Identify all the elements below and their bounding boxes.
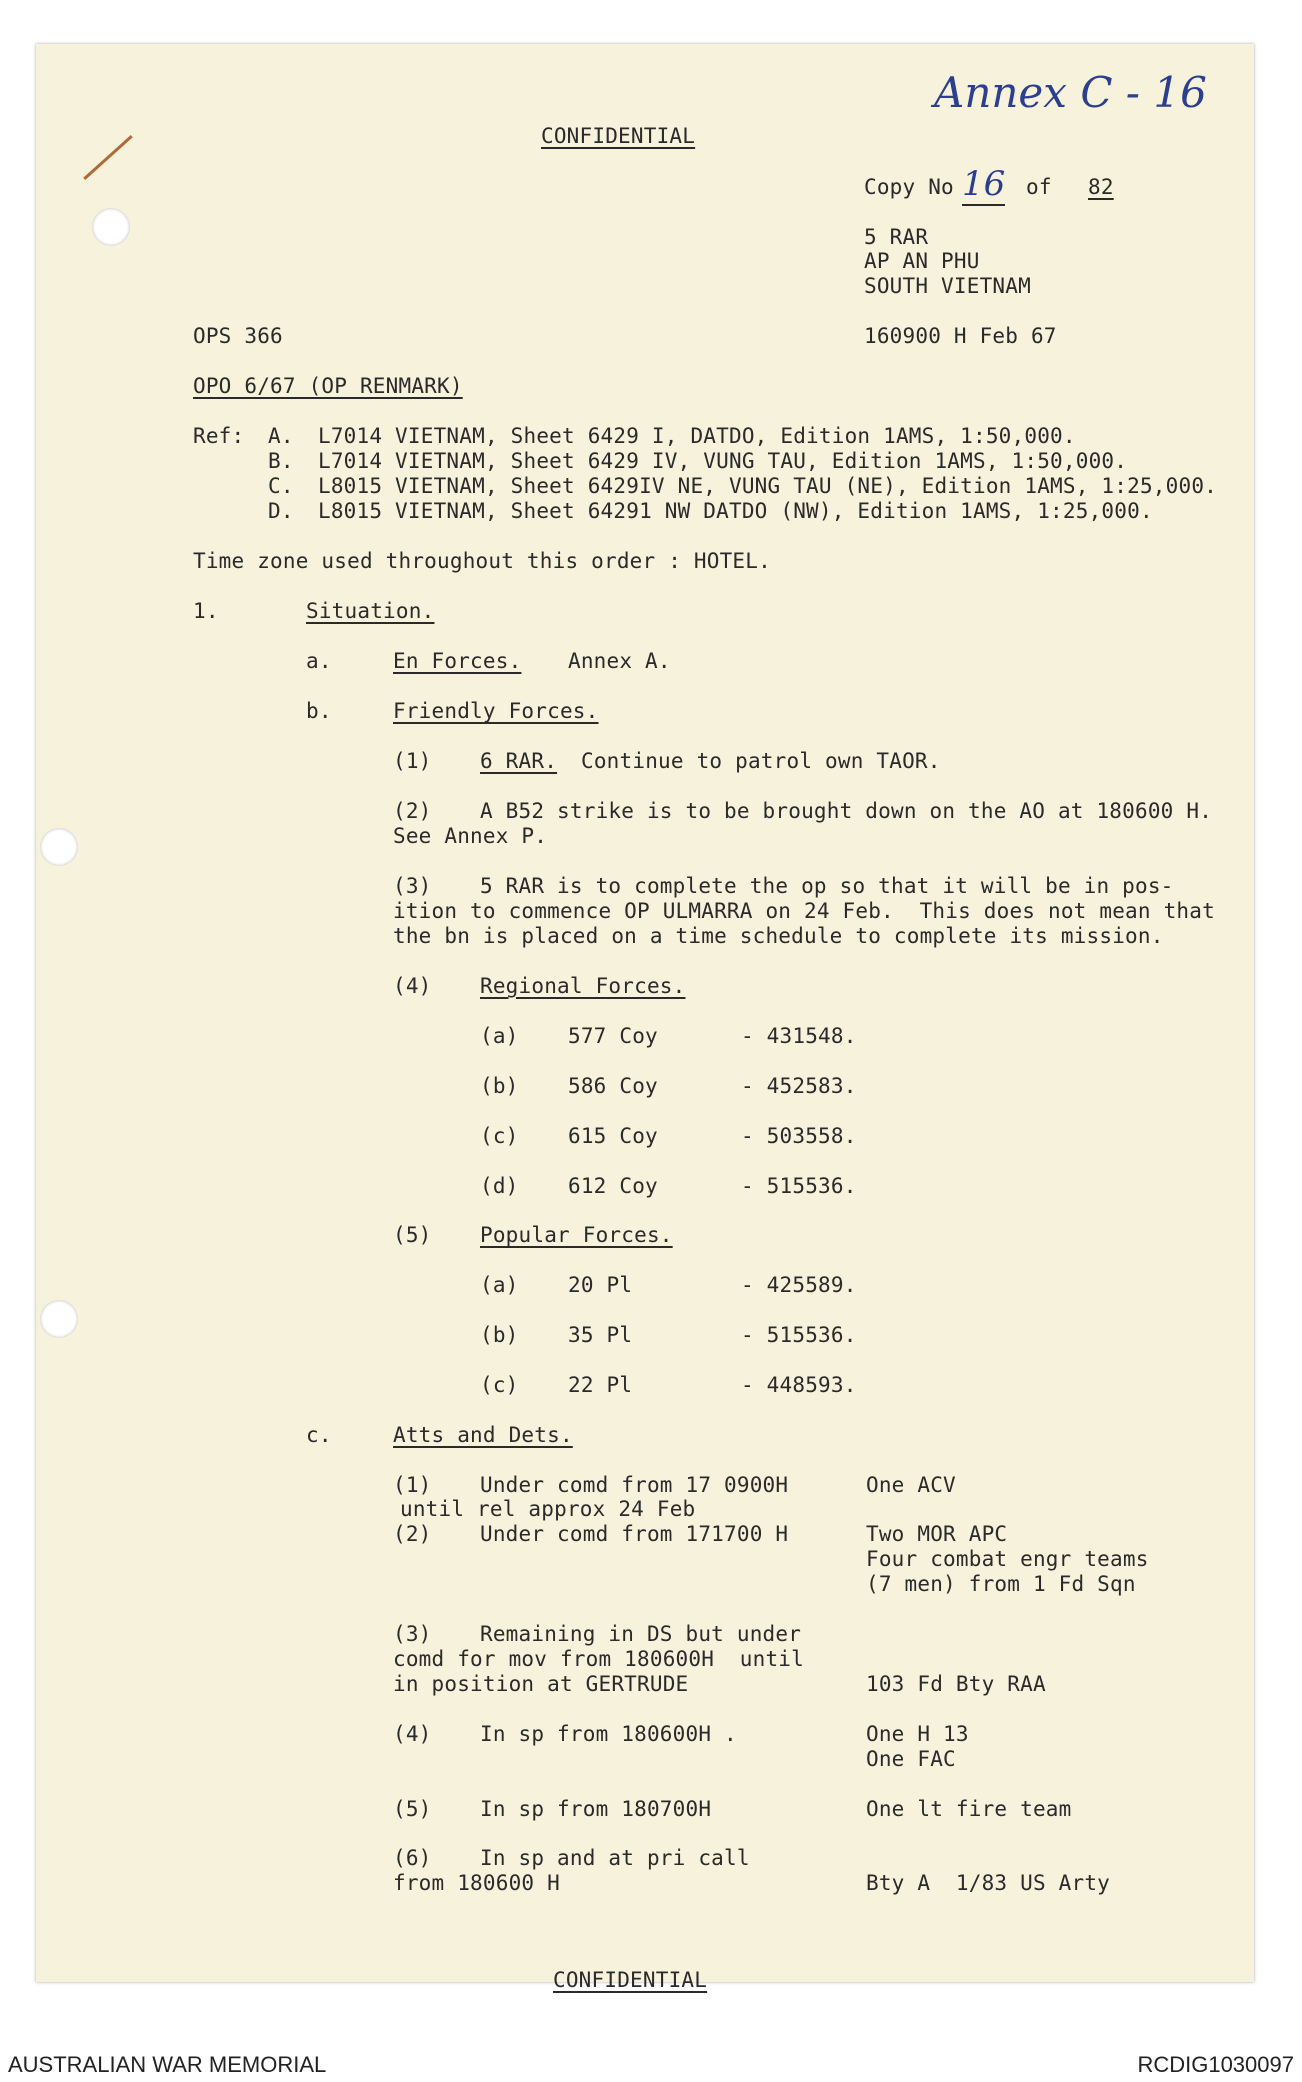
regional-force-name: 586 Coy <box>568 1074 658 1098</box>
popular-force-name: 20 Pl <box>568 1273 633 1297</box>
attachment-detail: in position at GERTRUDE <box>393 1672 689 1696</box>
popular-force-letter: (c) <box>480 1373 519 1397</box>
para-b-letter: b. <box>306 699 332 723</box>
regional-force-grid-ref: - 515536. <box>741 1174 857 1198</box>
ref-d-text: L8015 VIETNAM, Sheet 64291 NW DATDO (NW), Edition 1AMS, 1:25,000. <box>318 499 1153 523</box>
attachment-detail: Remaining in DS but under <box>480 1622 802 1646</box>
popular-force-name: 22 Pl <box>568 1373 633 1397</box>
attachment-detail: Under comd from 171700 H <box>480 1522 789 1546</box>
attachment-detail: until rel approx 24 Feb <box>400 1497 696 1521</box>
ref-a-text: L7014 VIETNAM, Sheet 6429 I, DATDO, Edition 1AMS, 1:50,000. <box>318 424 1076 448</box>
attachment-unit: One H 13 <box>866 1722 969 1746</box>
date-time-group: 160900 H Feb 67 <box>864 324 1057 348</box>
para-b5-title: Popular Forces. <box>480 1223 673 1247</box>
popular-force-letter: (a) <box>480 1273 519 1297</box>
para-b3-line-3: the bn is placed on a time schedule to complete its mission. <box>393 924 1164 948</box>
attachment-number: (3) <box>393 1622 432 1646</box>
punch-hole-middle <box>40 828 78 866</box>
copy-number: 16 <box>962 164 1006 204</box>
para-b4-number: (4) <box>393 974 432 998</box>
section-1-title: Situation. <box>306 599 435 623</box>
regional-force-grid-ref: - 452583. <box>741 1074 857 1098</box>
regional-force-grid-ref: - 503558. <box>741 1124 857 1148</box>
attachment-unit: Four combat engr teams <box>866 1547 1149 1571</box>
unit-name: 5 RAR <box>864 225 929 249</box>
para-b1-title: 6 RAR. <box>480 749 558 773</box>
copy-of-label: of <box>1026 175 1052 199</box>
popular-force-letter: (b) <box>480 1323 519 1347</box>
para-b2-line-2: See Annex P. <box>393 824 548 848</box>
para-b3-line-1: 5 RAR is to complete the op so that it will be in pos- <box>480 874 1174 898</box>
unit-location-line-2: SOUTH VIETNAM <box>864 274 1031 298</box>
regional-force-name: 612 Coy <box>568 1174 658 1198</box>
attachment-unit: One ACV <box>866 1473 956 1497</box>
classification-top: CONFIDENTIAL <box>541 124 696 148</box>
para-a-letter: a. <box>306 649 332 673</box>
section-1-number: 1. <box>193 599 219 623</box>
attachment-unit: 103 Fd Bty RAA <box>866 1672 1046 1696</box>
attachment-number: (1) <box>393 1473 432 1497</box>
ref-label: Ref: <box>193 424 245 448</box>
ref-c-text: L8015 VIETNAM, Sheet 6429IV NE, VUNG TAU (NE), Edition 1AMS, 1:25,000. <box>318 474 1218 498</box>
popular-force-name: 35 Pl <box>568 1323 633 1347</box>
attachment-number: (6) <box>393 1846 432 1870</box>
punch-hole-top <box>92 208 130 246</box>
para-b3-number: (3) <box>393 874 432 898</box>
attachment-unit: Two MOR APC <box>866 1522 1008 1546</box>
ref-d-letter: D. <box>268 499 294 523</box>
para-b3-line-2: ition to commence OP ULMARRA on 24 Feb. This does not mean that <box>393 899 1215 923</box>
para-c-letter: c. <box>306 1423 332 1447</box>
regional-force-grid-ref: - 431548. <box>741 1024 857 1048</box>
attachment-unit: One lt fire team <box>866 1797 1072 1821</box>
para-b2-line-1: A B52 strike is to be brought down on the AO at 180600 H. <box>480 799 1213 823</box>
para-a-title: En Forces. <box>393 649 522 673</box>
punch-hole-bottom <box>40 1300 78 1338</box>
attachment-number: (2) <box>393 1522 432 1546</box>
attachment-detail: In sp from 180700H <box>480 1797 712 1821</box>
ref-c-letter: C. <box>268 474 294 498</box>
para-c-title: Atts and Dets. <box>393 1423 573 1447</box>
attachment-unit: Bty A 1/83 US Arty <box>866 1871 1111 1895</box>
attachment-detail: In sp from 180600H . <box>480 1722 737 1746</box>
regional-force-letter: (b) <box>480 1074 519 1098</box>
ref-b-letter: B. <box>268 449 294 473</box>
attachment-unit: One FAC <box>866 1747 956 1771</box>
archive-item-id: RCDIG1030097 <box>1137 2052 1294 2077</box>
popular-force-grid-ref: - 425589. <box>741 1273 857 1297</box>
popular-force-grid-ref: - 515536. <box>741 1323 857 1347</box>
attachment-detail: Under comd from 17 0900H <box>480 1473 789 1497</box>
order-title: OPO 6/67 (OP RENMARK) <box>193 374 463 398</box>
ref-b-text: L7014 VIETNAM, Sheet 6429 IV, VUNG TAU, Edition 1AMS, 1:50,000. <box>318 449 1128 473</box>
attachment-detail: comd for mov from 180600H until <box>393 1647 804 1671</box>
attachment-number: (5) <box>393 1797 432 1821</box>
copy-label: Copy No <box>864 175 954 199</box>
unit-location-line-1: AP AN PHU <box>864 249 980 273</box>
time-zone-note: Time zone used throughout this order : HOTEL. <box>193 549 771 573</box>
ref-a-letter: A. <box>268 424 294 448</box>
para-b-title: Friendly Forces. <box>393 699 599 723</box>
popular-force-grid-ref: - 448593. <box>741 1373 857 1397</box>
attachment-detail: from 180600 H <box>393 1871 560 1895</box>
file-reference: OPS 366 <box>193 324 283 348</box>
para-b5-number: (5) <box>393 1223 432 1247</box>
attachment-unit: (7 men) from 1 Fd Sqn <box>866 1572 1136 1596</box>
para-a-text: Annex A. <box>568 649 671 673</box>
regional-force-name: 577 Coy <box>568 1024 658 1048</box>
attachment-number: (4) <box>393 1722 432 1746</box>
archive-credit: AUSTRALIAN WAR MEMORIAL <box>8 2052 327 2077</box>
regional-force-letter: (d) <box>480 1174 519 1198</box>
attachment-detail: In sp and at pri call <box>480 1846 750 1870</box>
para-b1-number: (1) <box>393 749 432 773</box>
para-b1-text: Continue to patrol own TAOR. <box>581 749 941 773</box>
para-b2-number: (2) <box>393 799 432 823</box>
regional-force-letter: (a) <box>480 1024 519 1048</box>
para-b4-title: Regional Forces. <box>480 974 686 998</box>
regional-force-name: 615 Coy <box>568 1124 658 1148</box>
handwritten-annex-note: Annex C - 16 <box>934 68 1207 117</box>
classification-bottom: CONFIDENTIAL <box>553 1968 708 1992</box>
regional-force-letter: (c) <box>480 1124 519 1148</box>
copy-total: 82 <box>1088 175 1114 199</box>
